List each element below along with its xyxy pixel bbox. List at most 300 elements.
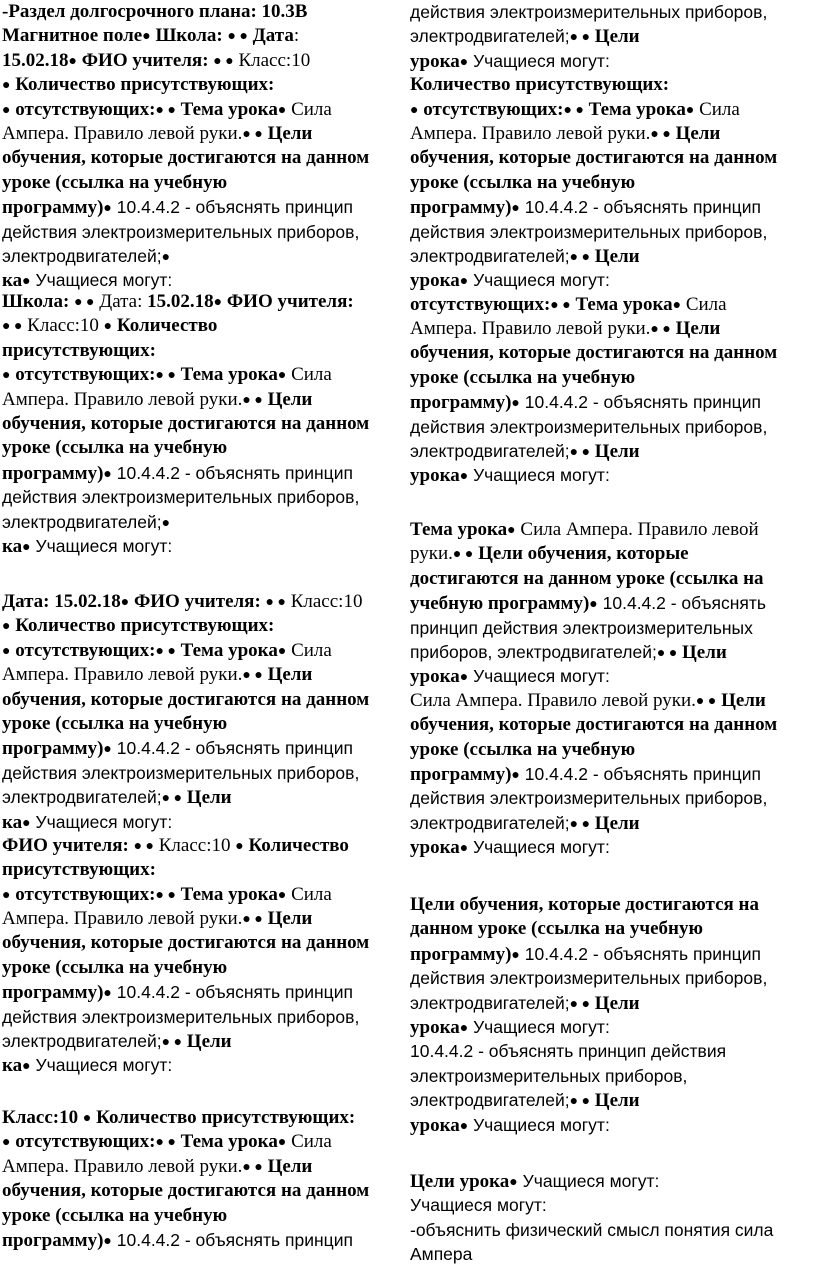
text-line bbox=[2, 290, 410, 314]
bullet-icon: ● bbox=[2, 643, 11, 659]
bullet-icon: ● ● bbox=[213, 53, 234, 69]
body-text: Учащиеся могут: bbox=[468, 837, 610, 858]
body-text: 10.4.4.2 - объяснять принцип bbox=[111, 197, 353, 218]
body-text: Ампера. Правило левой руки. bbox=[2, 664, 243, 686]
bullet-icon: ● ● bbox=[242, 126, 263, 142]
bold-text: уроке (ссылка на учебную bbox=[2, 1204, 228, 1226]
text-line bbox=[2, 1029, 410, 1053]
text-line bbox=[2, 639, 410, 663]
text-line bbox=[410, 616, 816, 640]
text-line bbox=[2, 614, 410, 638]
bold-text: обучения, которые достигаются на данном bbox=[2, 147, 370, 169]
right-block-3 bbox=[408, 893, 816, 1137]
text-line bbox=[2, 314, 410, 338]
body-text: Учащиеся могут: bbox=[30, 535, 173, 556]
bullet-icon: ● bbox=[511, 201, 520, 217]
body-text: Учащиеся могут: bbox=[468, 1114, 610, 1135]
text-line bbox=[410, 195, 816, 219]
bold-text: Цели bbox=[262, 664, 313, 686]
text-line bbox=[2, 146, 410, 170]
bold-text: Количество bbox=[243, 834, 349, 856]
bold-text: программу) bbox=[410, 763, 512, 785]
text-line bbox=[2, 485, 410, 509]
text-line bbox=[2, 1053, 410, 1077]
text-line bbox=[2, 73, 410, 97]
bullet-icon: ● bbox=[2, 78, 11, 94]
bold-text: Тема урока bbox=[570, 293, 673, 315]
bullet-icon: ● bbox=[22, 539, 31, 555]
text-line bbox=[2, 1155, 410, 1179]
bold-text: урока bbox=[410, 1114, 460, 1136]
bullet-icon: ● bbox=[507, 523, 516, 538]
bold-text: ка bbox=[2, 535, 23, 557]
body-text: электродвигателей; bbox=[2, 1031, 162, 1052]
body-text: Учащиеся могут: bbox=[30, 270, 173, 291]
text-line bbox=[2, 907, 410, 931]
body-text: действия электроизмерительных приборов, bbox=[2, 762, 360, 783]
bullet-icon: ● bbox=[235, 838, 244, 854]
body-text: 10.4.4.2 - объяснять принцип bbox=[111, 462, 353, 483]
bold-text: Цели bbox=[182, 1031, 232, 1053]
text-line bbox=[410, 591, 816, 615]
text-line bbox=[410, 1193, 816, 1217]
text-line bbox=[410, 415, 816, 439]
text-line bbox=[410, 640, 816, 664]
bold-text: программу) bbox=[2, 1229, 104, 1251]
bold-text: уроке (ссылка на учебную bbox=[2, 712, 228, 734]
bullet-icon: ● bbox=[142, 29, 151, 45]
bullet-icon: ● bbox=[459, 1020, 469, 1036]
bullet-icon: ● ● bbox=[74, 295, 95, 310]
bullet-icon: ● bbox=[2, 887, 11, 903]
bold-text: данном уроке (ссылка на учебную bbox=[410, 918, 703, 940]
bold-text: урока bbox=[410, 50, 460, 72]
bold-text: отсутствующих: bbox=[418, 98, 564, 120]
bullet-icon: ● bbox=[103, 742, 112, 758]
bold-text: обучения, которые достигаются на данном bbox=[2, 932, 370, 954]
body-text: действия электроизмерительных приборов, bbox=[2, 487, 360, 508]
text-line bbox=[2, 171, 410, 195]
body-text: действия электроизмерительных приборов, bbox=[2, 221, 360, 242]
text-line bbox=[2, 761, 410, 785]
body-text: Ампера bbox=[410, 1244, 473, 1265]
right-block-2 bbox=[408, 518, 816, 859]
body-text: электродвигателей; bbox=[410, 1090, 570, 1111]
bold-text: Цели bbox=[670, 318, 721, 340]
bold-text: Цели bbox=[716, 689, 766, 711]
bullet-icon: ● bbox=[277, 1135, 287, 1151]
bullet-icon: ● ● bbox=[242, 392, 263, 408]
bold-text: Количество bbox=[112, 315, 218, 337]
body-text: 10.4.4.2 - объяснять bbox=[597, 593, 767, 614]
text-line bbox=[2, 220, 410, 244]
text-line bbox=[2, 363, 410, 387]
body-text: Учащиеся могут: bbox=[468, 50, 610, 71]
bold-text: Дата: bbox=[2, 591, 55, 612]
text-line bbox=[410, 786, 816, 810]
bullet-icon: ● ● bbox=[695, 693, 717, 709]
body-text: действия электроизмерительных приборов, bbox=[410, 788, 768, 809]
body-text: 10.4.4.2 - объяснять принцип bbox=[519, 392, 761, 413]
text-line bbox=[410, 1169, 816, 1193]
text-line bbox=[2, 1130, 410, 1154]
text-line bbox=[410, 917, 816, 941]
text-line bbox=[2, 688, 410, 712]
body-text: 10.4.4.2 - объяснять принцип bbox=[519, 763, 761, 784]
body-text: Ампера. Правило левой руки. bbox=[2, 388, 243, 410]
text-line bbox=[410, 439, 816, 463]
text-line bbox=[410, 738, 816, 762]
bold-text: программу) bbox=[2, 197, 104, 219]
bullet-icon: ● ● bbox=[569, 445, 591, 461]
bold-text: программу) bbox=[2, 462, 104, 484]
body-text: : bbox=[137, 291, 148, 312]
bold-text: программу) bbox=[2, 982, 104, 1004]
bullet-icon: ● bbox=[120, 595, 130, 610]
text-line bbox=[410, 835, 816, 859]
body-text: Ампера. Правило левой руки. bbox=[410, 318, 651, 340]
bold-text: Цели bbox=[262, 388, 313, 410]
text-line bbox=[2, 436, 410, 460]
text-line bbox=[2, 98, 410, 122]
bullet-icon: ● bbox=[2, 1135, 11, 1151]
body-text: приборов, электродвигателей; bbox=[410, 641, 657, 662]
text-line bbox=[410, 1039, 816, 1063]
body-text: Дата bbox=[94, 291, 138, 312]
bullet-icon: ● bbox=[672, 297, 682, 313]
bold-text: Школа: bbox=[150, 25, 228, 47]
bold-text: обучения, которые достигаются на данном bbox=[410, 714, 778, 736]
bullet-icon: ● ● bbox=[650, 126, 671, 142]
text-line bbox=[2, 510, 410, 534]
text-line bbox=[410, 341, 816, 365]
body-text: Учащиеся могут: bbox=[410, 1195, 547, 1216]
bold-text: отсутствующих: bbox=[10, 639, 156, 661]
bold-text: Цели bbox=[262, 908, 313, 930]
bold-text: ФИО учителя: bbox=[76, 49, 214, 71]
bullet-icon: ● bbox=[82, 1111, 92, 1126]
bullet-icon: ● ● bbox=[2, 319, 23, 335]
bullet-icon: ● bbox=[103, 466, 112, 482]
bullet-icon: ● bbox=[22, 815, 31, 831]
bold-text: 15.02.18 bbox=[2, 49, 69, 71]
bullet-icon: ● bbox=[277, 368, 287, 384]
bold-text: 15.02.18 bbox=[147, 291, 214, 312]
body-text: 10.4.4.2 - объяснять принцип bbox=[519, 943, 761, 964]
text-line bbox=[2, 1005, 410, 1029]
body-text: электродвигателей; bbox=[2, 245, 162, 266]
body-text: Класс: bbox=[22, 315, 80, 337]
bold-text: Тема урока bbox=[175, 639, 278, 661]
body-text: электродвигателей; bbox=[410, 992, 570, 1013]
bold-text: Цели обучения, которые достигаются на bbox=[410, 894, 759, 915]
left-block-4 bbox=[0, 1106, 410, 1252]
bold-text: 10 bbox=[59, 1107, 83, 1128]
bold-text: Цели bbox=[182, 787, 232, 809]
bold-text: Тема урока bbox=[410, 519, 508, 540]
text-line bbox=[2, 883, 410, 907]
text-line bbox=[2, 1204, 410, 1228]
bold-text: отсутствующих: bbox=[10, 883, 156, 905]
bold-text: Цели bbox=[670, 122, 721, 144]
text-line bbox=[410, 518, 816, 542]
bold-text: Цели bbox=[590, 441, 640, 463]
body-text: Класс: bbox=[285, 591, 344, 612]
bullet-icon: ● bbox=[459, 670, 469, 686]
bold-text: Класс: bbox=[2, 1107, 60, 1128]
bullet-icon: ● bbox=[277, 102, 287, 118]
body-text: Сила Ампера. Правило левой bbox=[515, 519, 759, 540]
text-line bbox=[410, 762, 816, 786]
bold-text: уроке (ссылка на учебную bbox=[410, 171, 636, 193]
body-text: электродвигателей; bbox=[410, 441, 570, 462]
text-line bbox=[2, 834, 410, 858]
right-column bbox=[408, 0, 816, 1271]
bold-text: Цели bbox=[590, 26, 640, 48]
body-text: Ампера. Правило левой руки. bbox=[410, 122, 651, 144]
bullet-icon: ● ● bbox=[452, 547, 474, 563]
text-line bbox=[410, 991, 816, 1015]
bold-text: Тема урока bbox=[175, 883, 278, 905]
bold-text: отсутствующих: bbox=[10, 1131, 156, 1153]
bold-text: Тема урока bbox=[175, 98, 278, 120]
bold-text: Цели bbox=[262, 1155, 313, 1177]
bullet-icon: ● bbox=[410, 102, 419, 118]
bold-text: Магнитное поле bbox=[2, 25, 143, 47]
text-line bbox=[410, 811, 816, 835]
bullet-icon: ● bbox=[2, 368, 11, 384]
bullet-icon: ● ● bbox=[227, 29, 248, 45]
body-text: электродвигателей; bbox=[2, 511, 162, 532]
bullet-icon: ● bbox=[68, 53, 77, 69]
bullet-icon: ● bbox=[511, 947, 520, 963]
text-line bbox=[410, 1242, 816, 1266]
body-text: Ампера. Правило левой руки. bbox=[2, 908, 243, 930]
bold-text: присутствующих: bbox=[2, 859, 156, 881]
text-line bbox=[2, 1106, 410, 1130]
bold-text: урока bbox=[410, 837, 460, 859]
bullet-icon: ● ● bbox=[242, 1159, 263, 1175]
bullet-icon: ● ● bbox=[265, 595, 286, 610]
bold-text: обучения, которые достигаются на данном bbox=[2, 412, 370, 434]
text-line bbox=[410, 713, 816, 737]
bold-text: Цели bbox=[590, 245, 640, 267]
body-text: Учащиеся могут: bbox=[468, 270, 610, 291]
bold-text: урока bbox=[410, 666, 460, 688]
text-line bbox=[410, 366, 816, 390]
body-text: действия электроизмерительных приборов, bbox=[410, 2, 768, 22]
bold-text: программу) bbox=[410, 943, 512, 965]
bold-text: Тема урока bbox=[175, 1131, 278, 1153]
bullet-icon: ● bbox=[22, 274, 31, 290]
bold-text: уроке (ссылка на учебную bbox=[2, 171, 228, 193]
bold-text: обучения, которые достигаются на данном bbox=[410, 342, 778, 364]
bullet-icon: ● ● bbox=[161, 791, 183, 807]
text-line bbox=[2, 122, 410, 146]
bullet-icon: ● bbox=[509, 1175, 518, 1190]
text-line bbox=[2, 534, 410, 558]
bullet-icon: ● ● bbox=[563, 102, 584, 118]
text-line bbox=[410, 1113, 816, 1137]
text-line bbox=[410, 966, 816, 990]
body-text: 10 bbox=[211, 834, 236, 856]
text-line bbox=[410, 73, 816, 97]
bullet-icon: ● bbox=[589, 597, 598, 613]
body-text: Учащиеся могут: bbox=[468, 465, 610, 486]
body-text: 10.4.4.2 - объяснять принцип bbox=[111, 982, 353, 1003]
body-text: Ампера. Правило левой руки. bbox=[2, 1155, 243, 1177]
bold-text: отсутствующих: bbox=[10, 364, 156, 386]
text-line bbox=[410, 1064, 816, 1088]
text-line bbox=[410, 0, 816, 24]
text-line bbox=[2, 590, 410, 614]
body-text: Сила bbox=[694, 98, 740, 120]
body-text: Учащиеся могут: bbox=[30, 1055, 173, 1076]
bullet-icon: ● bbox=[2, 619, 11, 635]
body-text: 10 bbox=[343, 591, 363, 612]
bold-text: Цели обучения, которые bbox=[473, 543, 689, 565]
text-line bbox=[410, 98, 816, 122]
text-line bbox=[2, 339, 410, 363]
right-block-4 bbox=[408, 1169, 816, 1267]
body-text: Сила bbox=[286, 639, 332, 661]
bullet-icon: ● bbox=[22, 1059, 31, 1075]
body-text: действия электроизмерительных приборов, bbox=[2, 1006, 360, 1027]
text-line bbox=[410, 664, 816, 688]
body-text: электродвигателей; bbox=[410, 26, 570, 47]
bold-text: Цели bbox=[590, 812, 640, 834]
bold-text: урока bbox=[410, 465, 460, 487]
body-text: Учащиеся могут: bbox=[30, 811, 173, 832]
bold-text: ФИО учителя: bbox=[222, 291, 354, 312]
bullet-icon: ● bbox=[161, 249, 171, 265]
body-text: Учащиеся могут: bbox=[468, 666, 610, 687]
bullet-icon: ● bbox=[277, 643, 287, 659]
body-text: : bbox=[293, 25, 300, 47]
body-text: -объяснить физический смысл понятия сила bbox=[410, 1219, 774, 1240]
bold-text: Количество присутствующих: bbox=[10, 74, 275, 96]
body-text: Учащиеся могут: bbox=[517, 1171, 660, 1191]
bold-text: обучения, которые достигаются на данном bbox=[2, 688, 370, 710]
text-line bbox=[2, 244, 410, 268]
body-text: Сила bbox=[681, 293, 727, 315]
bold-text: уроке (ссылка на учебную bbox=[2, 956, 228, 978]
body-text: принцип действия электроизмерительных bbox=[410, 617, 753, 638]
bold-text: 15.02.18 bbox=[54, 591, 121, 612]
text-line bbox=[410, 1088, 816, 1112]
bold-text: уроке (ссылка на учебную bbox=[2, 437, 228, 459]
bold-text: ка bbox=[2, 811, 23, 833]
bold-text: присутствующих: bbox=[2, 339, 156, 361]
bullet-icon: ● ● bbox=[155, 102, 176, 118]
body-text: Класс: bbox=[233, 49, 292, 71]
left-block-3 bbox=[0, 590, 410, 1078]
text-line bbox=[2, 785, 410, 809]
body-text: 10 bbox=[79, 315, 104, 337]
bullet-icon: ● ● bbox=[656, 645, 678, 661]
left-block-1 bbox=[0, 0, 410, 293]
text-line bbox=[2, 810, 410, 834]
text-line bbox=[2, 858, 410, 882]
bold-text: Цели урока bbox=[410, 1171, 510, 1192]
bold-text: уроке (ссылка на учебную bbox=[410, 738, 636, 760]
text-line bbox=[410, 463, 816, 487]
text-line bbox=[2, 388, 410, 412]
text-line bbox=[410, 942, 816, 966]
bullet-icon: ● bbox=[459, 1118, 469, 1134]
bold-text: урока bbox=[410, 1016, 460, 1038]
text-line bbox=[2, 980, 410, 1004]
text-line bbox=[2, 461, 410, 485]
text-line bbox=[410, 542, 816, 566]
text-line bbox=[2, 931, 410, 955]
text-line bbox=[2, 736, 410, 760]
bullet-icon: ● bbox=[277, 887, 287, 903]
text-line bbox=[2, 0, 410, 24]
bold-text: ФИО учителя: bbox=[129, 591, 266, 612]
body-text: Сила bbox=[286, 364, 332, 386]
bullet-icon: ● bbox=[103, 1233, 112, 1249]
bold-text: Количество присутствующих: bbox=[10, 615, 275, 637]
bullet-icon: ● ● bbox=[155, 368, 176, 384]
text-line bbox=[2, 712, 410, 736]
text-line bbox=[410, 24, 816, 48]
body-text: 10 bbox=[291, 49, 311, 71]
bold-text: обучения, которые достигаются на данном bbox=[2, 1180, 370, 1202]
bullet-icon: ● ● bbox=[569, 996, 591, 1012]
body-text: Сила bbox=[286, 883, 332, 905]
bullet-icon: ● bbox=[161, 515, 171, 531]
body-text: 10.4.4.2 - объяснять принцип bbox=[111, 1229, 353, 1250]
bold-text: Количество присутствующих: bbox=[410, 74, 670, 96]
text-line bbox=[410, 1015, 816, 1039]
bullet-icon: ● bbox=[685, 102, 695, 118]
bullet-icon: ● bbox=[459, 469, 469, 485]
bullet-icon: ● bbox=[213, 295, 223, 310]
body-text: действия электроизмерительных приборов, bbox=[410, 968, 768, 989]
bold-text: урока bbox=[410, 270, 460, 292]
bullet-icon: ● ● bbox=[242, 912, 263, 928]
right-block-1 bbox=[408, 0, 816, 488]
text-line bbox=[410, 220, 816, 244]
bold-text: Школа: bbox=[2, 291, 75, 312]
text-line bbox=[410, 171, 816, 195]
bullet-icon: ● bbox=[511, 396, 520, 412]
body-text: 10.4.4.2 - объяснять принцип bbox=[519, 197, 761, 218]
bullet-icon: ● ● bbox=[155, 1135, 176, 1151]
bullet-icon: ● ● bbox=[550, 297, 571, 313]
bullet-icon: ● ● bbox=[161, 1035, 183, 1051]
body-text: действия электроизмерительных приборов, bbox=[410, 416, 768, 437]
bold-text: ка bbox=[2, 270, 23, 292]
text-line bbox=[410, 244, 816, 268]
bold-text: программу) bbox=[410, 197, 512, 219]
body-text: Сила bbox=[286, 98, 332, 120]
bold-text: программу) bbox=[410, 392, 512, 414]
body-text: Класс: bbox=[154, 834, 212, 856]
bullet-icon: ● ● bbox=[650, 322, 671, 338]
bullet-icon: ● bbox=[2, 102, 11, 118]
bold-text: Тема урока bbox=[175, 364, 278, 386]
bullet-icon: ● bbox=[103, 319, 113, 335]
body-text: электродвигателей; bbox=[410, 812, 570, 833]
body-text: 10.4.4.2 - объяснять принцип bbox=[111, 738, 353, 759]
bullet-icon: ● bbox=[103, 201, 112, 217]
body-text: электродвигателей; bbox=[410, 245, 570, 266]
text-line bbox=[2, 49, 410, 73]
bold-text: Дата bbox=[247, 25, 294, 47]
bullet-icon: ● ● bbox=[155, 643, 176, 659]
